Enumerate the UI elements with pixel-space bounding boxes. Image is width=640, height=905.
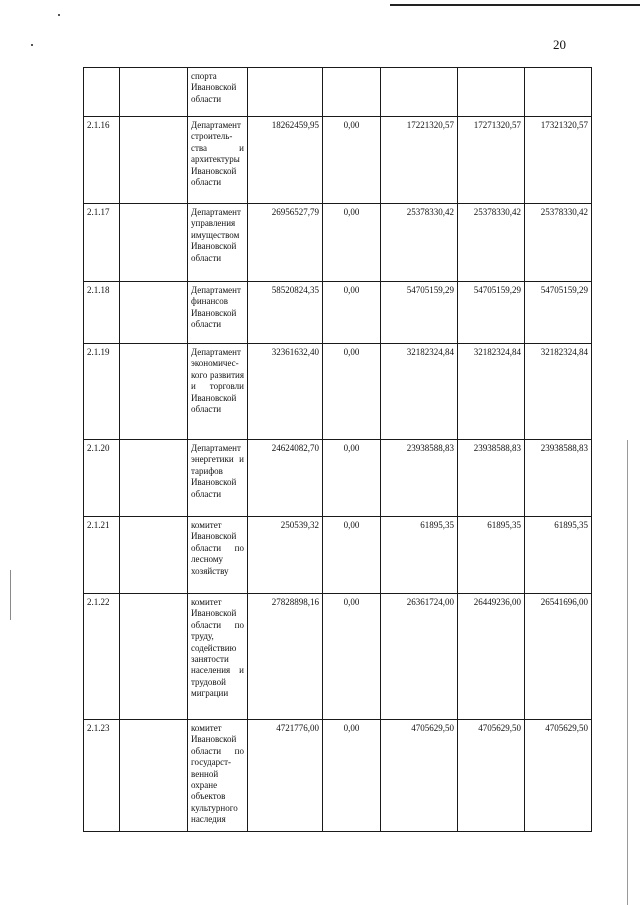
value-cell-5	[525, 68, 592, 117]
table-row	[84, 517, 592, 594]
value-cell-1: 32361632,40	[248, 344, 323, 440]
department-name-cell: комитет Ивановской области по государст-венной охране объектов культурного наследия	[188, 720, 248, 832]
budget-table	[83, 67, 592, 832]
value-cell-4: 54705159,29	[458, 282, 525, 344]
row-number-cell: 2.1.23	[84, 720, 120, 832]
value-cell-3	[381, 68, 458, 117]
department-name-cell: комитет Ивановской области по труду, содействию занятости населения и трудовой миграции	[188, 594, 248, 720]
scan-artifact-right-edge	[627, 440, 628, 905]
row-number-cell	[84, 68, 120, 117]
value-cell-5: 25378330,42	[525, 204, 592, 282]
value-cell-2: 0,00	[323, 204, 381, 282]
value-cell-3: 26361724,00	[381, 594, 458, 720]
value-cell-5: 26541696,00	[525, 594, 592, 720]
empty-cell	[120, 440, 188, 517]
department-name-cell: Департамент энергетики и тарифов Ивановской области	[188, 440, 248, 517]
value-cell-2: 0,00	[323, 117, 381, 204]
scan-artifact-top-line	[390, 4, 640, 6]
table-row	[84, 117, 592, 204]
value-cell-5: 23938588,83	[525, 440, 592, 517]
row-number-cell: 2.1.18	[84, 282, 120, 344]
value-cell-2: 0,00	[323, 517, 381, 594]
value-cell-3: 23938588,83	[381, 440, 458, 517]
value-cell-2	[323, 68, 381, 117]
page-number: 20	[553, 37, 566, 52]
value-cell-3: 25378330,42	[381, 204, 458, 282]
table-row	[84, 68, 592, 117]
value-cell-3: 32182324,84	[381, 344, 458, 440]
row-number-cell: 2.1.21	[84, 517, 120, 594]
value-cell-4: 61895,35	[458, 517, 525, 594]
value-cell-4: 26449236,00	[458, 594, 525, 720]
scan-speck	[31, 44, 33, 46]
value-cell-3: 17221320,57	[381, 117, 458, 204]
empty-cell	[120, 344, 188, 440]
value-cell-5: 54705159,29	[525, 282, 592, 344]
empty-cell	[120, 720, 188, 832]
value-cell-3: 4705629,50	[381, 720, 458, 832]
value-cell-1: 26956527,79	[248, 204, 323, 282]
value-cell-5: 17321320,57	[525, 117, 592, 204]
value-cell-2: 0,00	[323, 282, 381, 344]
value-cell-1: 4721776,00	[248, 720, 323, 832]
empty-cell	[120, 68, 188, 117]
value-cell-1: 250539,32	[248, 517, 323, 594]
value-cell-1: 18262459,95	[248, 117, 323, 204]
department-name-cell: Департамент экономичес-кого развития и торговли Ивановской области	[188, 344, 248, 440]
row-number-cell: 2.1.22	[84, 594, 120, 720]
value-cell-1: 27828898,16	[248, 594, 323, 720]
table-row	[84, 720, 592, 832]
value-cell-4: 17271320,57	[458, 117, 525, 204]
value-cell-4	[458, 68, 525, 117]
empty-cell	[120, 517, 188, 594]
row-number-cell: 2.1.20	[84, 440, 120, 517]
value-cell-2: 0,00	[323, 440, 381, 517]
department-name-cell: Департамент управления имуществом Ивановской области	[188, 204, 248, 282]
value-cell-2: 0,00	[323, 594, 381, 720]
table-row	[84, 344, 592, 440]
value-cell-5: 32182324,84	[525, 344, 592, 440]
value-cell-1	[248, 68, 323, 117]
scan-artifact-left-edge	[10, 570, 11, 620]
table-row	[84, 282, 592, 344]
department-name-cell: спорта Ивановской области	[188, 68, 248, 117]
value-cell-2: 0,00	[323, 720, 381, 832]
value-cell-4: 4705629,50	[458, 720, 525, 832]
value-cell-3: 54705159,29	[381, 282, 458, 344]
value-cell-2: 0,00	[323, 344, 381, 440]
value-cell-1: 58520824,35	[248, 282, 323, 344]
table-row	[84, 594, 592, 720]
empty-cell	[120, 594, 188, 720]
empty-cell	[120, 117, 188, 204]
value-cell-4: 32182324,84	[458, 344, 525, 440]
value-cell-5: 4705629,50	[525, 720, 592, 832]
table-row	[84, 440, 592, 517]
department-name-cell: Департамент строитель-ства и архитектуры Ивановской области	[188, 117, 248, 204]
value-cell-4: 23938588,83	[458, 440, 525, 517]
value-cell-3: 61895,35	[381, 517, 458, 594]
value-cell-1: 24624082,70	[248, 440, 323, 517]
scan-speck	[58, 14, 60, 16]
value-cell-5: 61895,35	[525, 517, 592, 594]
department-name-cell: комитет Ивановской области по лесному хозяйству	[188, 517, 248, 594]
row-number-cell: 2.1.17	[84, 204, 120, 282]
department-name-cell: Департамент финансов Ивановской области	[188, 282, 248, 344]
row-number-cell: 2.1.19	[84, 344, 120, 440]
table-row	[84, 204, 592, 282]
empty-cell	[120, 282, 188, 344]
row-number-cell: 2.1.16	[84, 117, 120, 204]
value-cell-4: 25378330,42	[458, 204, 525, 282]
empty-cell	[120, 204, 188, 282]
